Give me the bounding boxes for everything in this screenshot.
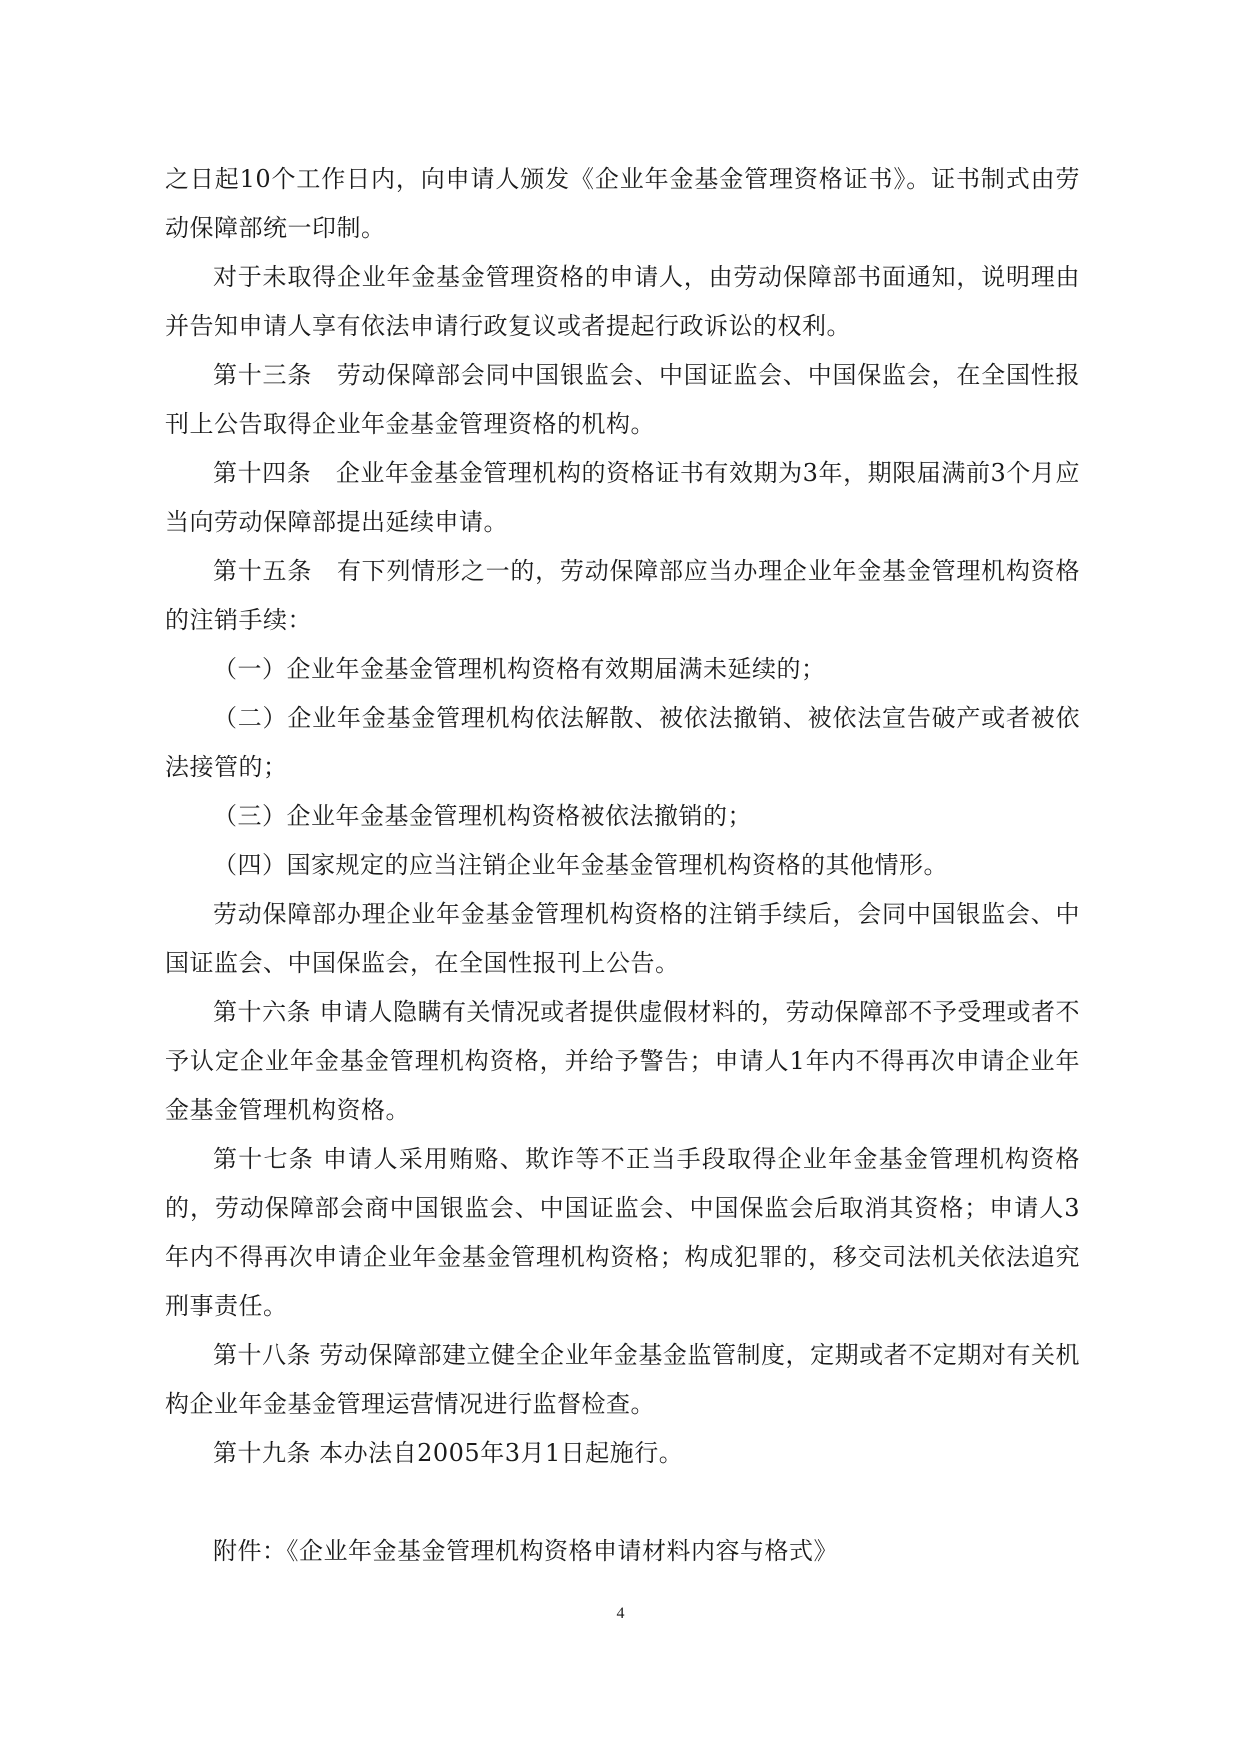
article-19: 第十九条 本办法自2005年3月1日起施行。 xyxy=(213,1439,684,1467)
page-number: 4 xyxy=(616,1605,625,1622)
article-17: 第十七条 申请人采用贿赂、欺诈等不正当手段取得企业年金基金管理机构资格的，劳动保障部会商中国银监会、中国证监会、中国保监会后取消其资格；申请人3年内不得再次申请企业年金基金管理机构资格；构成犯罪的，移交司法机关依法追究刑事责任。 xyxy=(165,1145,1080,1320)
paragraph-cancellation-announcement: 劳动保障部办理企业年金基金管理机构资格的注销手续后，会同中国银监会、中国证监会、中国保监会，在全国性报刊上公告。 xyxy=(165,900,1080,977)
attachment-line: 附件：《企业年金基金管理机构资格申请材料内容与格式》 xyxy=(213,1537,838,1565)
paragraph-rejection-notice: 对于未取得企业年金基金管理资格的申请人，由劳动保障部书面通知，说明理由并告知申请人享有依法申请行政复议或者提起行政诉讼的权利。 xyxy=(165,263,1080,340)
article-15: 第十五条 有下列情形之一的，劳动保障部应当办理企业年金基金管理机构资格的注销手续： xyxy=(165,557,1080,634)
article-15-item-4: （四）国家规定的应当注销企业年金基金管理机构资格的其他情形。 xyxy=(213,851,948,879)
article-15-item-2: （二）企业年金基金管理机构依法解散、被依法撤销、被依法宣告破产或者被依法接管的； xyxy=(165,704,1080,781)
article-18: 第十八条 劳动保障部建立健全企业年金基金监管制度，定期或者不定期对有关机构企业年金基金管理运营情况进行监督检查。 xyxy=(165,1341,1080,1418)
article-13: 第十三条 劳动保障部会同中国银监会、中国证监会、中国保监会，在全国性报刊上公告取得企业年金基金管理资格的机构。 xyxy=(165,361,1080,438)
article-15-item-3: （三）企业年金基金管理机构资格被依法撤销的； xyxy=(213,802,752,830)
article-16: 第十六条 申请人隐瞒有关情况或者提供虚假材料的，劳动保障部不予受理或者不予认定企业年金基金管理机构资格，并给予警告；申请人1年内不得再次申请企业年金基金管理机构资格。 xyxy=(165,998,1080,1124)
article-15-item-1: （一）企业年金基金管理机构资格有效期届满未延续的； xyxy=(213,655,826,683)
article-14: 第十四条 企业年金基金管理机构的资格证书有效期为3年，期限届满前3个月应当向劳动保障部提出延续申请。 xyxy=(165,459,1080,536)
paragraph-continuation: 之日起10个工作日内，向申请人颁发《企业年金基金管理资格证书》。证书制式由劳动保障部统一印制。 xyxy=(165,165,1080,242)
document-body xyxy=(165,155,1080,1576)
paragraph-gap xyxy=(165,1478,1080,1527)
